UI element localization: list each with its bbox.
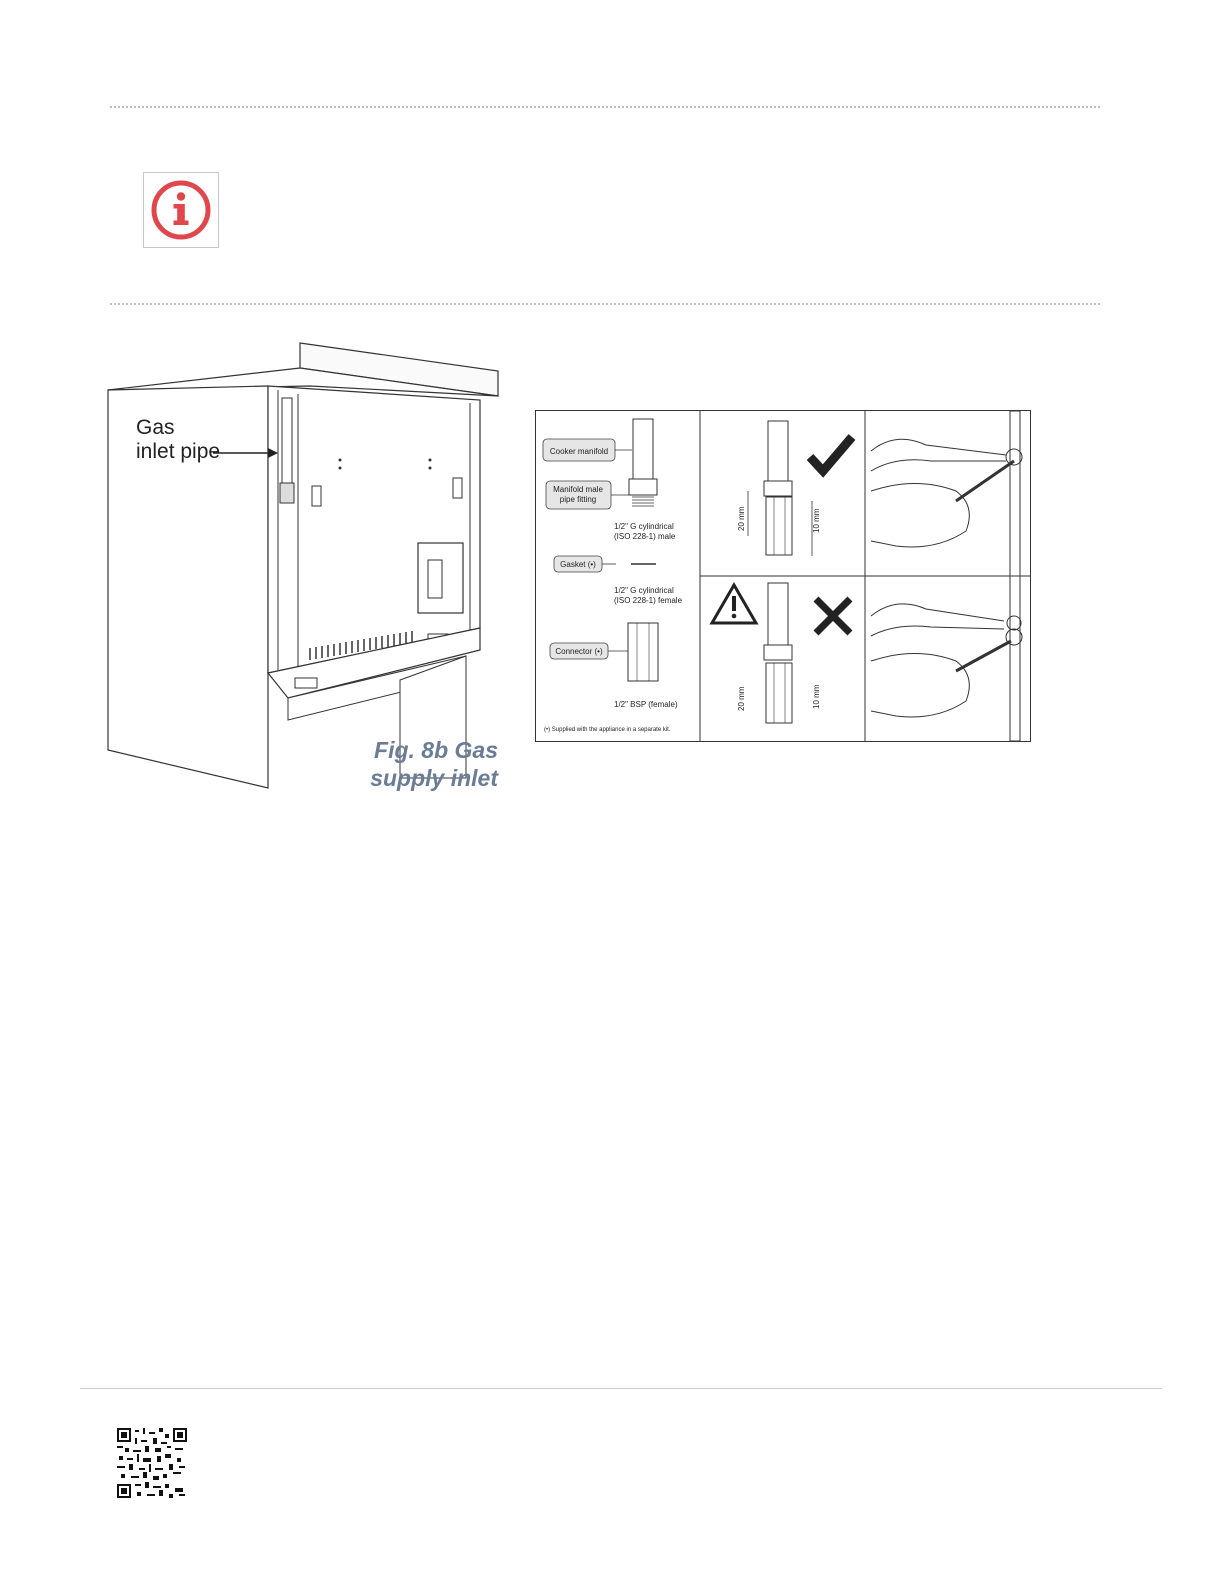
checkmark-icon <box>810 437 852 471</box>
wrench-hands-wrong <box>871 576 1022 741</box>
label-gasket: Gasket (•) <box>560 560 596 569</box>
label-thread-male-2: (ISO 228-1) male <box>614 532 676 541</box>
callout-gas: Gas <box>136 416 175 439</box>
wrench-hands-correct <box>871 411 1022 576</box>
info-circle-icon <box>144 173 218 247</box>
dim-20-correct: 20 mm <box>737 506 746 531</box>
connection-diagram-svg <box>536 411 1030 741</box>
cross-icon <box>816 599 850 633</box>
figure-caption-line1: Fig. 8b Gas <box>374 737 498 763</box>
label-bsp: 1/2" BSP (female) <box>614 700 678 709</box>
label-thread-female-1: 1/2" G cylindrical <box>614 586 674 595</box>
footer-divider <box>80 1388 1162 1389</box>
dim-10-wrong: 10 mm <box>812 684 821 709</box>
label-cooker-manifold: Cooker manifold <box>549 447 609 456</box>
warning-triangle-icon <box>712 585 756 623</box>
label-connector: Connector (•) <box>555 647 603 656</box>
label-thread-male-1: 1/2" G cylindrical <box>614 522 674 531</box>
label-manifold-male-2: pipe fitting <box>559 495 597 504</box>
cooker-rear-illustration <box>100 338 510 808</box>
cooker-rear-figure <box>100 338 510 808</box>
callout-inlet-pipe: inlet pipe <box>136 440 221 463</box>
label-thread-female-2: (ISO 228-1) female <box>614 596 683 605</box>
figure-caption-line2: supply inlet <box>370 765 498 791</box>
top-divider <box>110 106 1100 108</box>
gas-connection-diagram <box>535 410 1031 742</box>
label-footnote: (•) Supplied with the appliance in a separate kit. <box>544 727 671 733</box>
label-manifold-male-1: Manifold male <box>553 485 603 494</box>
qr-code-icon <box>117 1428 187 1498</box>
dim-20-wrong: 20 mm <box>737 686 746 711</box>
dim-10-correct: 10 mm <box>812 508 821 533</box>
info-notice-box <box>143 172 219 248</box>
middle-divider <box>110 303 1100 305</box>
